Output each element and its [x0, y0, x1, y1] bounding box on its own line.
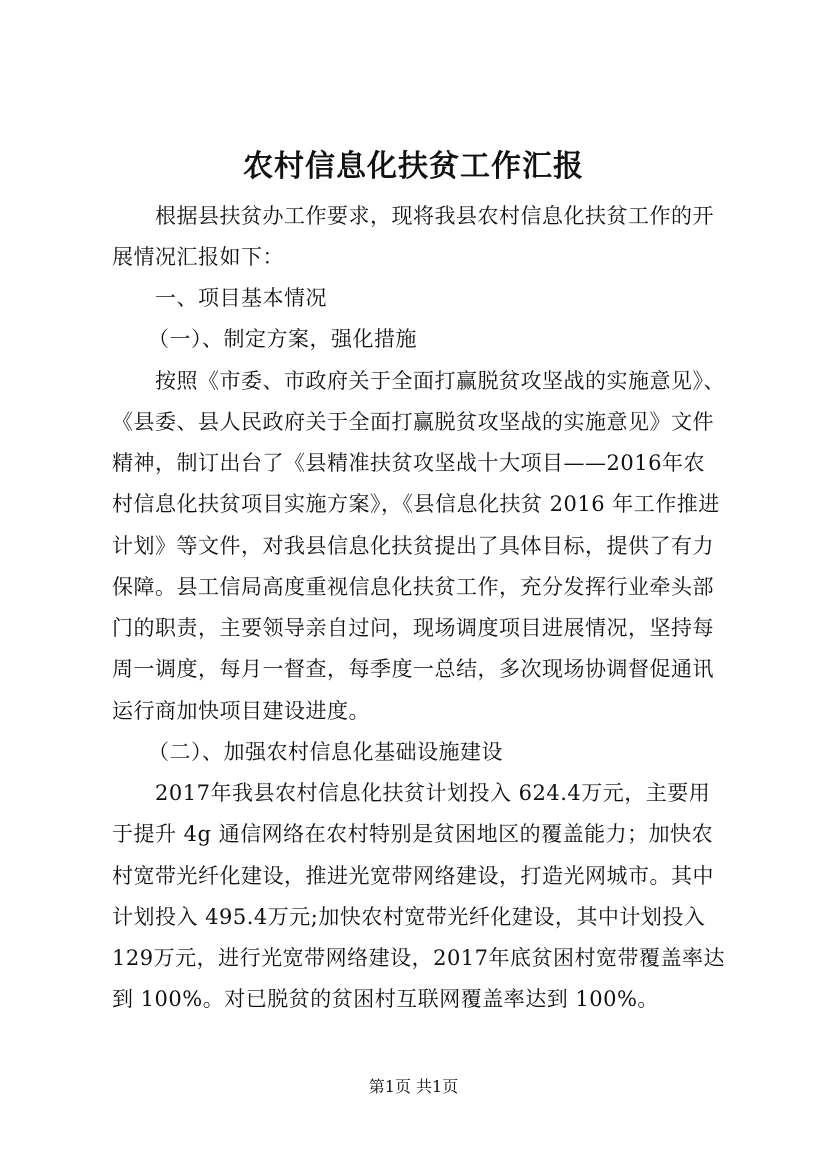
paragraph-line: 根据县扶贫办工作要求，现将我县农村信息化扶贫工作的开	[155, 204, 714, 228]
paragraph-line: 于提升 4g 通信网络在农村特别是贫困地区的覆盖能力；加快农	[112, 822, 714, 846]
paragraph-line: 展情况汇报如下：	[112, 245, 284, 269]
paragraph-line: 计划投入 495.4万元;加快农村宽带光纤化建设，其中计划投入	[112, 905, 706, 929]
paragraph-line: 2017年我县农村信息化扶贫计划投入 624.4万元，主要用	[155, 781, 711, 805]
paragraph-line: 门的职责，主要领导亲自过问，现场调度项目进展情况，坚持每	[112, 616, 714, 640]
subsection-heading: （二）、加强农村信息化基础设施建设	[148, 740, 503, 764]
paragraph-line: 按照《市委、市政府关于全面打赢脱贫攻坚战的实施意见》、	[155, 369, 725, 393]
page-footer: 第1页 共1页	[368, 1077, 459, 1096]
paragraph-line: 《县委、县人民政府关于全面打赢脱贫攻坚战的实施意见》文件	[112, 410, 714, 434]
document-title: 农村信息化扶贫工作汇报	[243, 149, 584, 184]
paragraph-line: 运行商加快项目建设进度。	[112, 699, 370, 723]
section-heading: 一、项目基本情况	[155, 286, 327, 310]
paragraph-line: 到 100%。对已脱贫的贫困村互联网覆盖率达到 100%。	[112, 987, 659, 1011]
paragraph-line: 村信息化扶贫项目实施方案》，《县信息化扶贫 2016 年工作推进	[112, 492, 720, 516]
paragraph-line: 计划》等文件，对我县信息化扶贫提出了具体目标，提供了有力	[112, 534, 714, 558]
paragraph-line: 周一调度，每月一督查，每季度一总结，多次现场协调督促通讯	[112, 657, 714, 681]
paragraph-line: 精神，制订出台了《县精准扶贫攻坚战十大项目——2016年农	[112, 451, 705, 475]
paragraph-line: 129万元，进行光宽带网络建设，2017年底贫困村宽带覆盖率达	[112, 946, 726, 970]
paragraph-line: 村宽带光纤化建设，推进光宽带网络建设，打造光网城市。其中	[112, 864, 714, 888]
subsection-heading: （一）、制定方案，强化措施	[148, 327, 417, 351]
paragraph-line: 保障。县工信局高度重视信息化扶贫工作，充分发挥行业牵头部	[112, 575, 714, 599]
